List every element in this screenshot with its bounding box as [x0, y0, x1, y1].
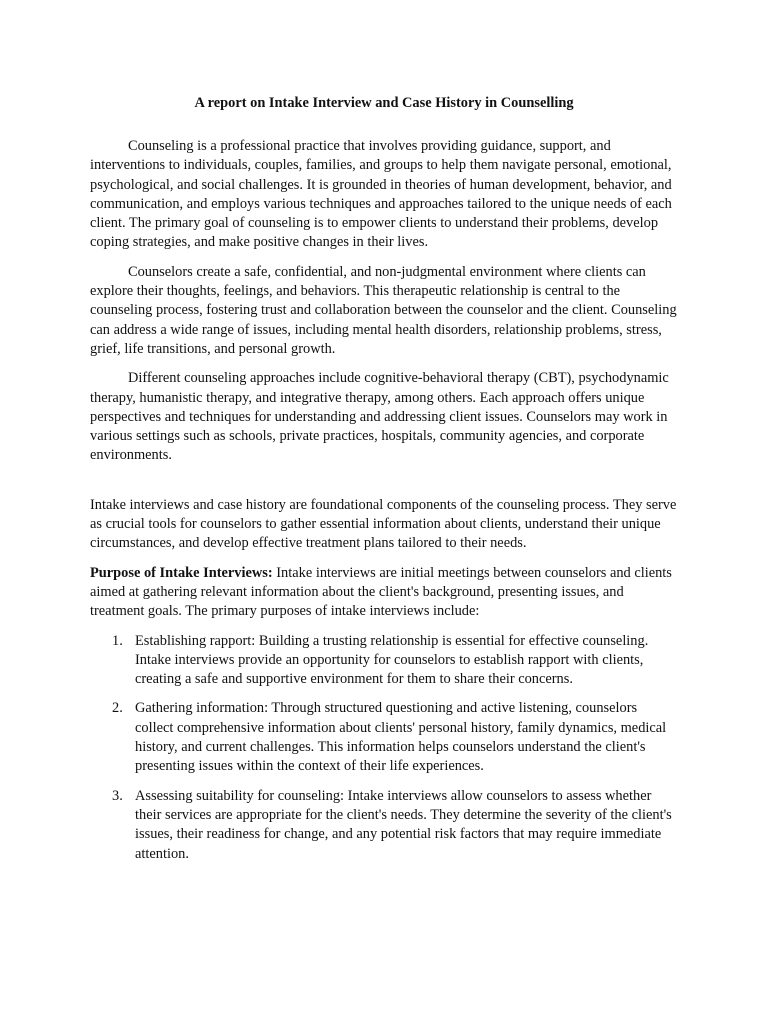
purpose-list [90, 632, 678, 864]
purpose-text: Intake interviews are initial meetings between counselors and clients aimed at gathering relevant information about the client's background, presenting issues, and treatment goals. The primary purposes of intake interviews include: [90, 564, 672, 620]
intro-paragraph: Counseling is a professional practice that involves providing guidance, support, and interventions to individuals, couples, families, and groups to help them navigate personal, emotional, psychological, and social challenges. It is grounded in theories of human development, behavior, and communication, and employs various techniques and approaches tailored to the unique needs of each client. The primary goal of counseling is to empower clients to understand their problems, develop coping strategies, and make positive changes in their lives. [90, 138, 672, 251]
document-title: A report on Intake Interview and Case History in Counselling [194, 95, 574, 111]
list-item [112, 632, 678, 690]
counselor-environment-paragraph: Counselors create a safe, confidential, and non-judgmental environment where clients can explore their thoughts, feelings, and behaviors. This therapeutic relationship is central to the counseling process, fostering trust and collaboration between the counselor and the client. Counseling can address a wide range of issues, including mental health disorders, relationship problems, stress, grief, life transitions, and personal growth. [90, 263, 677, 357]
purpose-paragraph [90, 564, 678, 622]
approaches-paragraph: Different counseling approaches include cognitive-behavioral therapy (CBT), psychodynamic therapy, humanistic therapy, and integrative therapy, among others. Each approach offers unique perspectives and techniques for understanding and addressing client issues. Counselors may work in various settings such as schools, private practices, hospitals, community agencies, and corporate environments. [90, 370, 669, 464]
list-item-number: 1. [112, 632, 123, 649]
purpose-heading: Purpose of Intake Interviews: [90, 564, 273, 581]
list-item [112, 699, 678, 776]
list-item-text: Establishing rapport: Building a trusting relationship is essential for effective counseling. Intake interviews provide an opportunity for counselors to establish rapport with clients, creating a safe and supportive environment for them to share their concerns. [135, 632, 649, 688]
list-item-text: Gathering information: Through structured questioning and active listening, counselors collect comprehensive information about clients' personal history, family dynamics, medical history, and current challenges. This information helps counselors understand the client's presenting issues within the context of their life experiences. [135, 700, 667, 775]
intake-overview-paragraph: Intake interviews and case history are foundational components of the counseling process. They serve as crucial tools for counselors to gather essential information about clients, understand their unique circumstances, and develop effective treatment plans tailored to their needs. [90, 496, 677, 552]
list-item-text: Assessing suitability for counseling: Intake interviews allow counselors to assess whether their services are appropriate for the client's needs. They determine the severity of the client's issues, their readiness for change, and any potential risk factors that may require immediate attention. [135, 787, 672, 862]
list-item-number: 2. [112, 700, 123, 717]
list-item [112, 787, 678, 864]
list-item-number: 3. [112, 787, 123, 804]
